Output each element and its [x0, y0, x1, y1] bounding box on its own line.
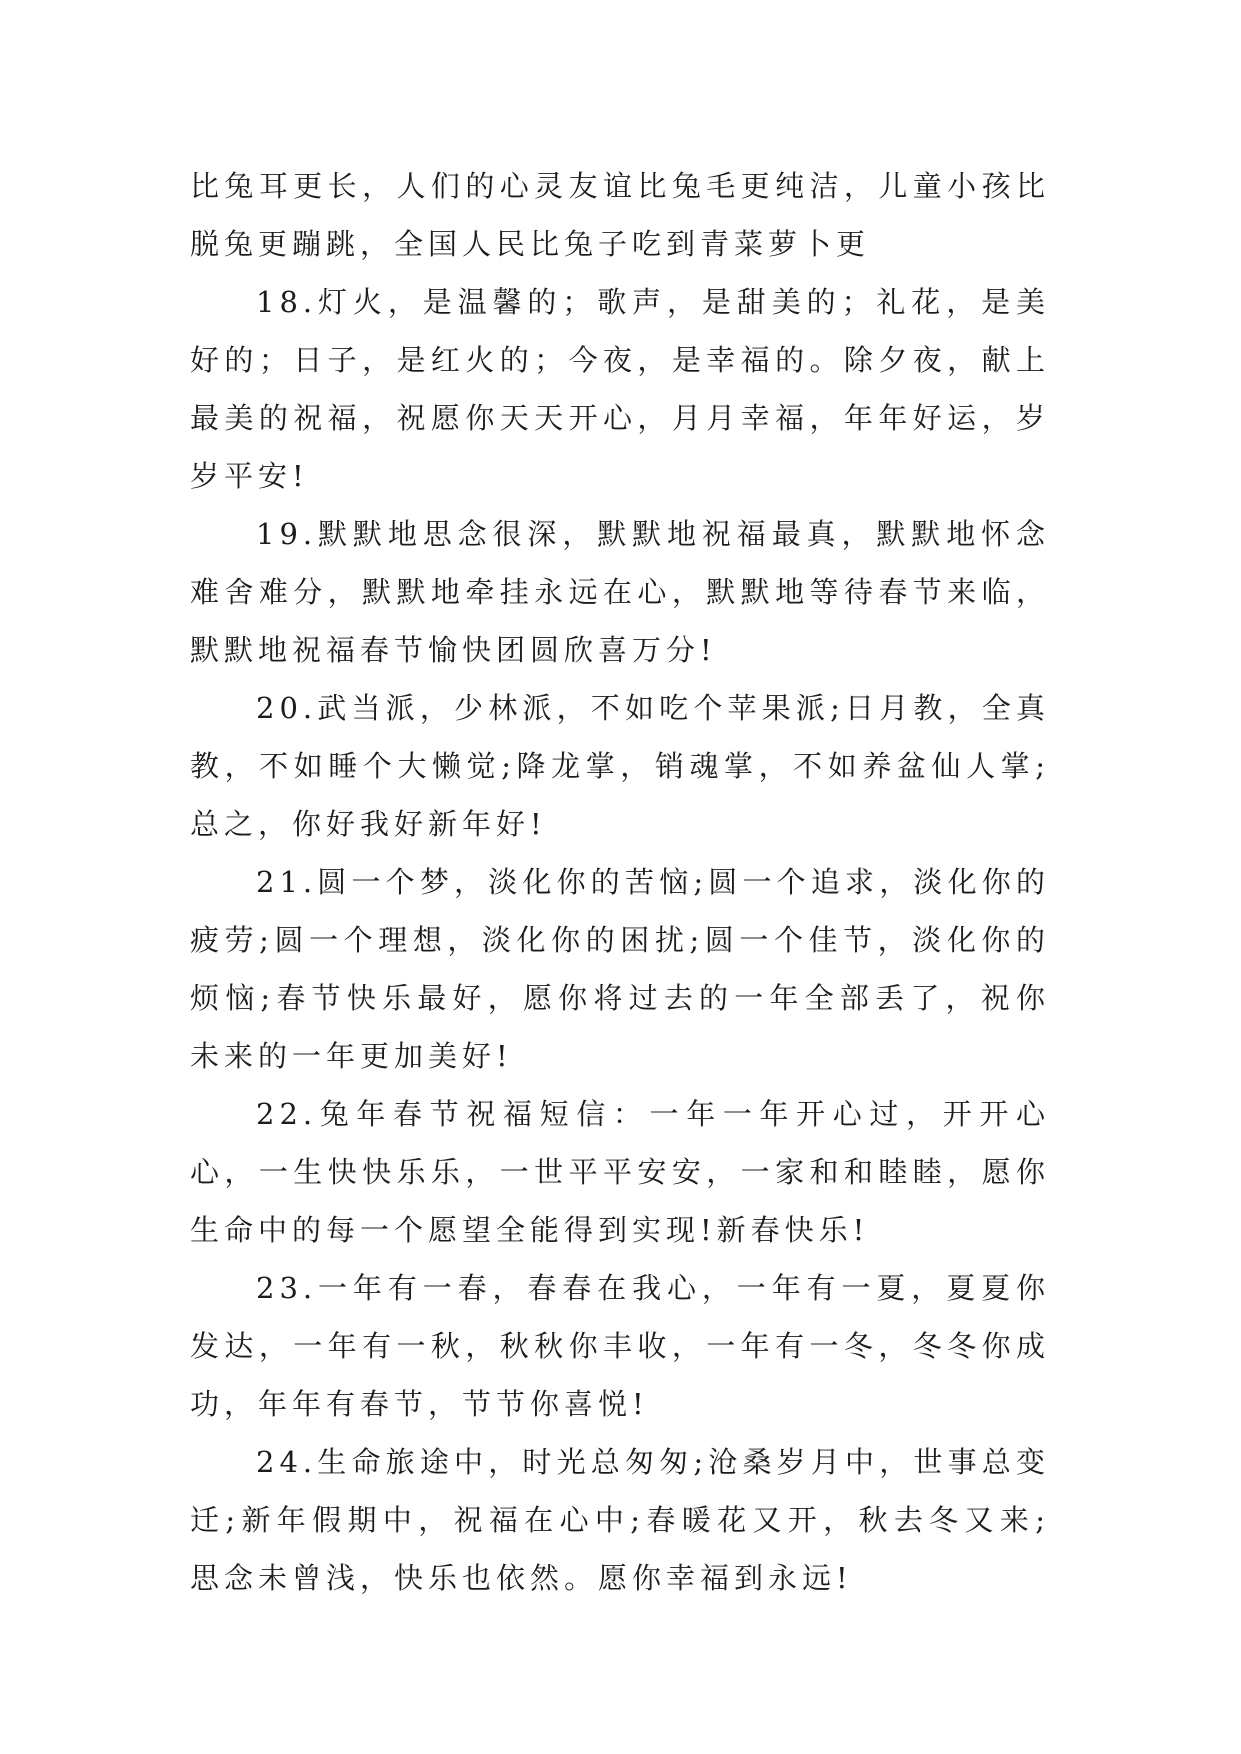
paragraph-item-19: 19.默默地思念很深，默默地祝福最真，默默地怀念难舍难分，默默地牵挂永远在心，默默地等待春节来临，默默地祝福春节愉快团圆欣喜万分!: [190, 517, 1050, 667]
paragraph-item-24: 24.生命旅途中，时光总匆匆;沧桑岁月中，世事总变迁;新年假期中，祝福在心中;春暖花又开，秋去冬又来;思念未曾浅，快乐也依然。愿你幸福到永远!: [190, 1445, 1050, 1595]
paragraph-item-23: 23.一年有一春，春春在我心，一年有一夏，夏夏你发达，一年有一秋，秋秋你丰收，一年有一冬，冬冬你成功，年年有春节，节节你喜悦!: [190, 1271, 1050, 1421]
paragraph-item-22: 22.兔年春节祝福短信：一年一年开心过，开开心心，一生快快乐乐，一世平平安安，一家和和睦睦，愿你生命中的每一个愿望全能得到实现!新春快乐!: [190, 1097, 1050, 1247]
paragraph-item-21: 21.圆一个梦，淡化你的苦恼;圆一个追求，淡化你的疲劳;圆一个理想，淡化你的困扰;圆一个佳节，淡化你的烦恼;春节快乐最好，愿你将过去的一年全部丢了，祝你未来的一年更加美好!: [190, 865, 1050, 1073]
paragraph-item-18: 18.灯火，是温馨的；歌声，是甜美的；礼花，是美好的；日子，是红火的；今夜，是幸福的。除夕夜，献上最美的祝福，祝愿你天天开心，月月幸福，年年好运，岁岁平安!: [190, 285, 1050, 493]
paragraph-item-20: 20.武当派，少林派，不如吃个苹果派;日月教，全真教，不如睡个大懒觉;降龙掌，销魂掌，不如养盆仙人掌;总之，你好我好新年好!: [190, 691, 1050, 841]
paragraph-continuation: 比兔耳更长，人们的心灵友谊比兔毛更纯洁，儿童小孩比脱兔更蹦跳，全国人民比兔子吃到青菜萝卜更: [190, 169, 1050, 261]
document-body: [190, 157, 1050, 1607]
